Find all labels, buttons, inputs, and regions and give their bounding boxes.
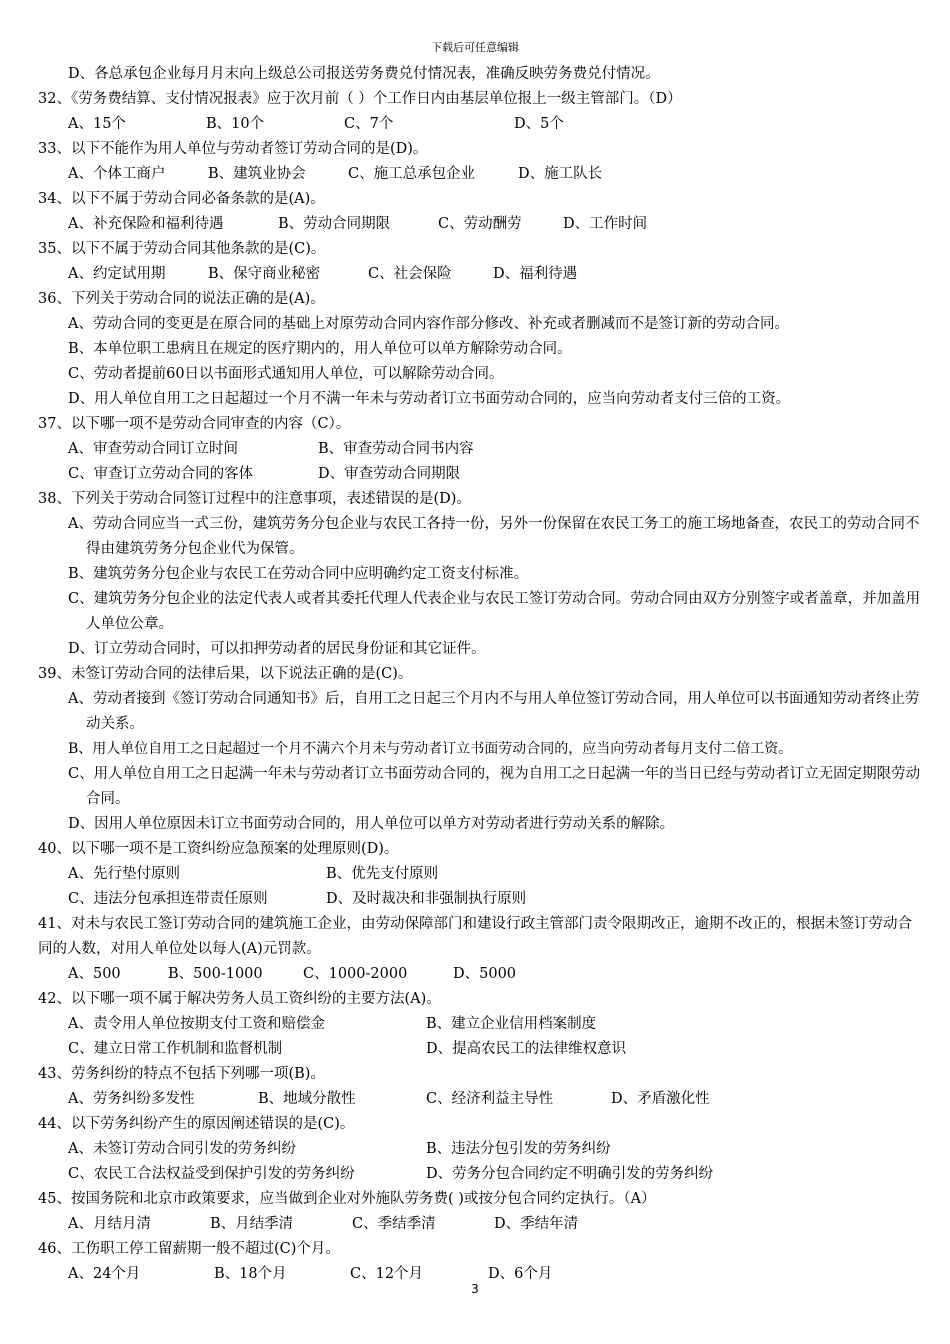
option-c: C、劳动酬劳 (438, 216, 522, 232)
options-41 (38, 962, 922, 987)
option-d: D、因用人单位原因未订立书面劳动合同的，用人单位可以单方对劳动者进行劳动关系的解除。 (68, 816, 675, 832)
option-d: D、6个月 (488, 1266, 553, 1282)
option-c: C、12个月 (350, 1266, 424, 1282)
option-a: A、未签订劳动合同引发的劳务纠纷 (68, 1141, 296, 1157)
options-37-row1 (38, 437, 922, 462)
question-41: 41、对未与农民工签订劳动合同的建筑施工企业，由劳动保障部门和建设行政主管部门责令限期改正，逾期不改正的，根据未签订劳动合同的人数，对用人单位处以每人(A)元罚款。 (38, 916, 912, 957)
option-c: C、1000-2000 (303, 966, 408, 982)
option-b: B、用人单位自用工之日起超过一个月不满六个月未与劳动者订立书面劳动合同的，应当向劳动者每月支付二倍工资。 (68, 741, 793, 757)
option-a: A、补充保险和福利待遇 (68, 216, 224, 232)
option-a: A、责令用人单位按期支付工资和赔偿金 (68, 1016, 325, 1032)
options-40-row1 (38, 862, 922, 887)
option-c: C、审查订立劳动合同的客体 (68, 466, 254, 482)
option-a-block (38, 687, 922, 737)
options-37-row2 (38, 462, 922, 487)
option-c: C、经济利益主导性 (426, 1091, 554, 1107)
option-a: A、个体工商户 (68, 166, 166, 182)
option-d: D、5个 (514, 116, 564, 132)
option-c: C、劳动者提前60日以书面形式通知用人单位，可以解除劳动合同。 (68, 366, 504, 382)
option-d: D、工作时间 (563, 216, 648, 232)
option-d: D、提高农民工的法律维权意识 (426, 1041, 627, 1057)
options-35 (38, 262, 922, 287)
question-36: 36、下列关于劳动合同的说法正确的是(A)。 (38, 291, 325, 307)
question-33: 33、以下不能作为用人单位与劳动者签订劳动合同的是(D)。 (38, 141, 428, 157)
option-a: A、劳动者接到《签订劳动合同通知书》后，自用工之日起三个月内不与用人单位签订劳动合同，用人单位可以书面通知劳动者终止劳动关系。 (68, 691, 920, 732)
option-a: A、约定试用期 (68, 266, 166, 282)
question-39: 39、未签订劳动合同的法律后果，以下说法正确的是(C)。 (38, 666, 413, 682)
option-b: B、建筑业协会 (208, 166, 306, 182)
option-b: B、劳动合同期限 (278, 216, 391, 232)
option-c: C、施工总承包企业 (348, 166, 476, 182)
options-33 (38, 162, 922, 187)
option-d: D、福利待遇 (493, 266, 578, 282)
option-c: C、农民工合法权益受到保护引发的劳务纠纷 (68, 1166, 355, 1182)
option-a: A、先行垫付原则 (68, 866, 180, 882)
question-46: 46、工伤职工停工留薪期一般不超过(C)个月。 (38, 1241, 340, 1257)
options-42-row1 (38, 1012, 922, 1037)
option-a: A、15个 (68, 116, 126, 132)
option-c: C、用人单位自用工之日起满一年未与劳动者订立书面劳动合同的，视为自用工之日起满一年的当日已经与劳动者订立无固定期限劳动合同。 (68, 766, 921, 807)
question-37: 37、以下哪一项不是劳动合同审查的内容（C）。 (38, 416, 351, 432)
option-a: A、24个月 (68, 1266, 141, 1282)
option-c-block (38, 587, 922, 637)
options-45 (38, 1212, 922, 1237)
option-d: D、矛盾激化性 (611, 1091, 710, 1107)
options-42-row2 (38, 1037, 922, 1062)
options-43 (38, 1087, 922, 1112)
option-a: A、劳务纠纷多发性 (68, 1091, 195, 1107)
options-44-row2 (38, 1162, 922, 1187)
question-44: 44、以下劳务纠纷产生的原因阐述错误的是(C)。 (38, 1116, 355, 1132)
option-line: D、各总承包企业每月月末向上级总公司报送劳务费兑付情况表，准确反映劳务费兑付情况。 (68, 66, 660, 82)
option-b: B、建筑劳务分包企业与农民工在劳动合同中应明确约定工资支付标准。 (68, 566, 529, 582)
option-b: B、月结季清 (210, 1216, 294, 1232)
question-35: 35、以下不属于劳动合同其他条款的是(C)。 (38, 241, 326, 257)
options-32 (38, 112, 922, 137)
option-b: B、本单位职工患病且在规定的医疗期内的，用人单位可以单方解除劳动合同。 (68, 341, 572, 357)
option-d: D、劳务分包合同约定不明确引发的劳务纠纷 (426, 1166, 714, 1182)
option-a: A、劳动合同的变更是在原合同的基础上对原劳动合同内容作部分修改、补充或者删减而不是签订新的劳动合同。 (68, 316, 789, 332)
option-a: A、月结月清 (68, 1216, 151, 1232)
option-d: D、5000 (453, 966, 517, 982)
option-b: B、地域分散性 (258, 1091, 356, 1107)
option-d: D、审查劳动合同期限 (318, 466, 461, 482)
option-d: D、季结年清 (494, 1216, 579, 1232)
option-d: D、及时裁决和非强制执行原则 (326, 891, 527, 907)
option-c: C、违法分包承担连带责任原则 (68, 891, 268, 907)
option-c-block (38, 762, 922, 812)
option-b: B、10个 (206, 116, 265, 132)
options-34 (38, 212, 922, 237)
page-header: 下载后可任意编辑 (431, 41, 519, 54)
option-d: D、施工队长 (518, 166, 603, 182)
question-32: 32、《劳务费结算、支付情况报表》应于次月前（ ）个工作日内由基层单位报上一级主管部门。（D） (38, 91, 682, 107)
option-c: C、建立日常工作机制和监督机制 (68, 1041, 283, 1057)
question-42: 42、以下哪一项不属于解决劳务人员工资纠纷的主要方法(A)。 (38, 991, 441, 1007)
question-38: 38、下列关于劳动合同签订过程中的注意事项，表述错误的是(D)。 (38, 491, 471, 507)
question-34: 34、以下不属于劳动合同必备条款的是(A)。 (38, 191, 325, 207)
option-a: A、劳动合同应当一式三份，建筑劳务分包企业与农民工各持一份，另外一份保留在农民工务工的施工场地备查，农民工的劳动合同不得由建筑劳务分包企业代为保管。 (68, 516, 920, 557)
option-b: B、优先支付原则 (326, 866, 439, 882)
option-a: A、审查劳动合同订立时间 (68, 441, 238, 457)
option-c: C、社会保险 (368, 266, 452, 282)
option-c: C、7个 (344, 116, 394, 132)
option-a-block (38, 512, 922, 562)
option-b: B、审查劳动合同书内容 (318, 441, 474, 457)
option-b: B、违法分包引发的劳务纠纷 (426, 1141, 611, 1157)
page-number: 3 (471, 1282, 479, 1296)
option-b: B、18个月 (214, 1266, 287, 1282)
option-b: B、建立企业信用档案制度 (426, 1016, 597, 1032)
option-c: C、季结季清 (352, 1216, 436, 1232)
option-c: C、建筑劳务分包企业的法定代表人或者其委托代理人代表企业与农民工签订劳动合同。劳动合同由双方分别签字或者盖章，并加盖用人单位公章。 (68, 591, 921, 632)
option-a: A、500 (68, 966, 121, 982)
question-40: 40、以下哪一项不是工资纠纷应急预案的处理原则(D)。 (38, 841, 399, 857)
question-43: 43、劳务纠纷的特点不包括下列哪一项(B)。 (38, 1066, 325, 1082)
question-45: 45、按国务院和北京市政策要求，应当做到企业对外施队劳务费( )或按分包合同约定执行。（A） (38, 1191, 656, 1207)
option-b: B、500-1000 (168, 966, 263, 982)
option-b: B、保守商业秘密 (208, 266, 321, 282)
options-44-row1 (38, 1137, 922, 1162)
option-d: D、用人单位自用工之日起超过一个月不满一年未与劳动者订立书面劳动合同的，应当向劳动者支付三倍的工资。 (68, 391, 791, 407)
options-40-row2 (38, 887, 922, 912)
document-body (38, 62, 922, 1287)
option-d: D、订立劳动合同时，可以扣押劳动者的居民身份证和其它证件。 (68, 641, 486, 657)
